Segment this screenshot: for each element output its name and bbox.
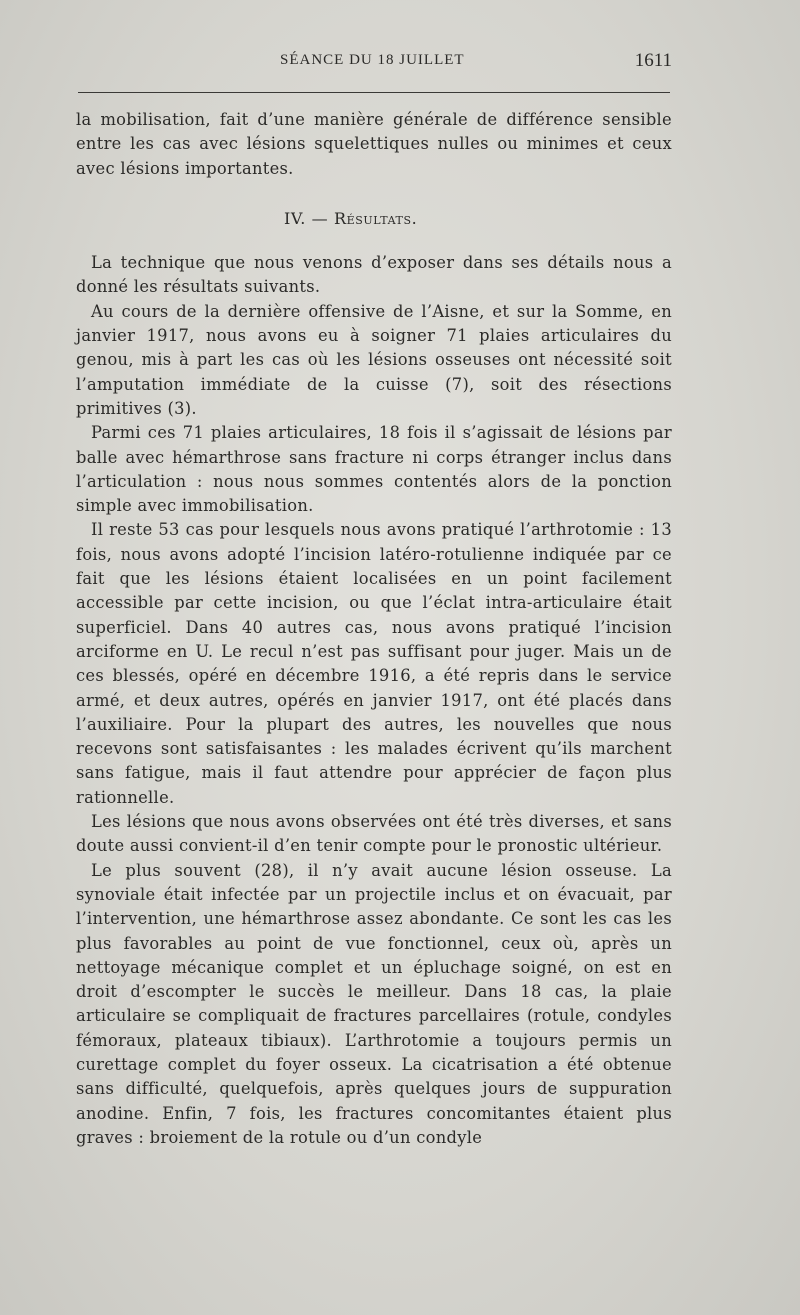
section-heading [76,207,672,231]
running-head [76,50,674,76]
paragraph: Le plus souvent (28), il n’y avait aucune lésion osseuse. La synoviale était infectée par un projectile inclus et on évacuait, par l’intervention, une hémarthrose assez abondante. Ce sont les cas les plus favorables au point de vue fonctionnel, ceux où, après un nettoyage mécanique complet et un épluchage soigné, on est en droit d’escompter le succès le meilleur. Dans 18 cas, la plaie articulaire se compliquait de fractures parcellaires (rotule, condyles fémoraux, plateaux tibiaux). L’arthrotomie a toujours permis un curettage complet du foyer osseux. La cicatrisation a été obtenue sans difficulté, quelquefois, après quelques jours de suppuration anodine. Enfin, 7 fois, les fractures concomitantes étaient plus graves : broiement de la rotule ou d’un condyle [76,860,672,1147]
section-title: Résultats. [333,208,418,228]
page-number: 1611 [634,50,672,71]
running-title: SÉANCE DU 18 JUILLET [280,52,465,68]
paragraph: La technique que nous venons d’exposer dans ses détails nous a donné les résultats suivants. [76,253,672,297]
paragraph: Il reste 53 cas pour lesquels nous avons pratiqué l’arthrotomie : 13 fois, nous avons adopté l’incision latéro-rotulienne indiquée par ce fait que les lésions étaient localisées en un point facilement accessible par cette incision, ou que l’éclat intra-articulaire était superficiel. Dans 40 autres cas, nous avons pratiqué l’incision arciforme en U. Le recul n’est pas suffisant pour juger. Mais un de ces blessés, opéré en décembre 1916, a été repris dans le service armé, et deux autres, opérés en janvier 1917, ont été placés dans l’auxiliaire. Pour la plupart des autres, les nouvelles que nous recevons sont satisfaisantes : les malades écrivent qu’ils marchent sans fatigue, mais il faut attendre pour apprécier de façon plus rationnelle. [76,520,672,807]
section-number: IV. — [284,208,329,228]
paragraph-continued: la mobilisation, fait d’une manière générale de différence sensible entre les cas avec lésions squelettiques nulles ou minimes et ceux avec lésions importantes. [76,110,672,178]
body-text [76,108,672,1150]
header-rule [78,92,670,93]
paragraph: Les lésions que nous avons observées ont été très diverses, et sans doute aussi convient-il d’en tenir compte pour le pronostic ultérieur. [76,812,672,856]
paragraph: Au cours de la dernière offensive de l’Aisne, et sur la Somme, en janvier 1917, nous avons eu à soigner 71 plaies articulaires du genou, mis à part les cas où les lésions osseuses ont nécessité soit l’amputation immédiate de la cuisse (7), soit des résections primitives (3). [76,301,672,418]
paragraph: Parmi ces 71 plaies articulaires, 18 fois il s’agissait de lésions par balle avec hémarthrose sans fracture ni corps étranger inclus dans l’articulation : nous nous sommes contentés alors de la ponction simple avec immobilisation. [76,423,672,516]
